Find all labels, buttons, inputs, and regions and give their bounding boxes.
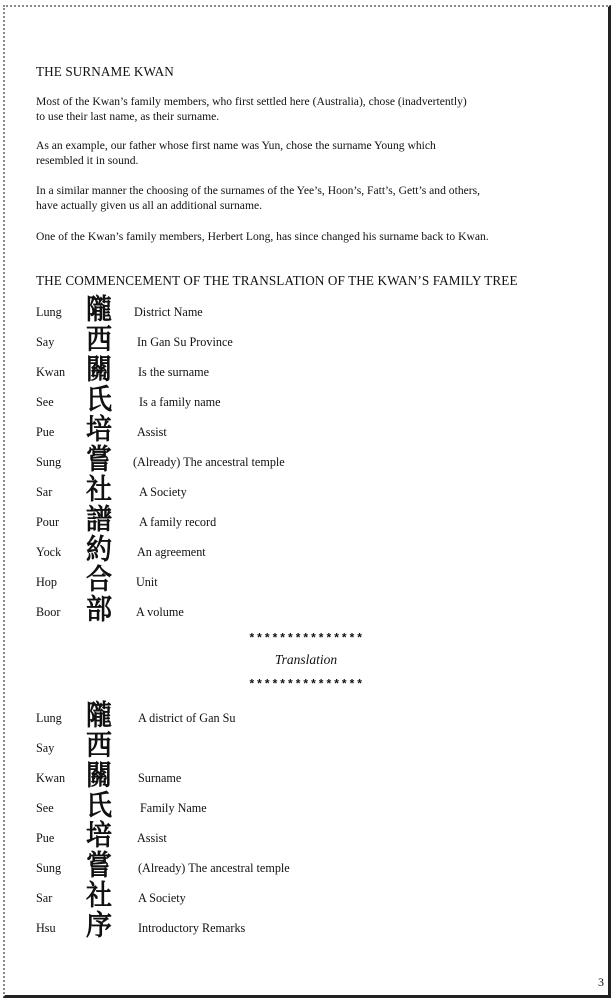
glossary-row <box>36 563 576 604</box>
romanization: Hsu <box>36 921 56 935</box>
chinese-character: 隴 <box>86 699 113 733</box>
meaning: In Gan Su Province <box>137 335 233 349</box>
chinese-character: 社 <box>86 879 113 913</box>
glossary-row <box>36 879 576 920</box>
romanization: Say <box>36 741 55 755</box>
meaning: Surname <box>138 771 182 785</box>
chinese-character: 序 <box>86 909 113 943</box>
paragraph-4-line-1: One of the Kwan’s family members, Herbert Long, has since changed his surname back to Kwan. <box>36 230 489 243</box>
meaning: Unit <box>136 575 158 589</box>
paragraph-4 <box>36 229 596 244</box>
paragraph-1 <box>36 94 596 124</box>
chinese-character: 培 <box>86 819 113 853</box>
glossary-row <box>36 353 576 394</box>
meaning: Introductory Remarks <box>138 921 246 935</box>
glossary-row <box>36 849 576 890</box>
romanization: Sar <box>36 891 53 905</box>
paragraph-3-line-2: have actually given us all an additional surname. <box>36 199 263 212</box>
glossary-row <box>36 383 576 424</box>
chinese-character: 西 <box>86 323 113 357</box>
romanization: Hop <box>36 575 57 589</box>
glossary-row <box>36 503 576 544</box>
meaning: A family record <box>139 515 217 529</box>
meaning: A Society <box>139 485 187 499</box>
meaning: (Already) The ancestral temple <box>133 455 285 469</box>
paragraph-2 <box>36 138 596 168</box>
chinese-character: 培 <box>86 413 113 447</box>
chinese-character: 西 <box>86 729 113 763</box>
chinese-character: 氏 <box>86 383 113 417</box>
glossary-row <box>36 593 576 634</box>
paragraph-2-line-2: resembled it in sound. <box>36 154 139 167</box>
asterisk-divider-top: *************** <box>248 632 364 646</box>
meaning: An agreement <box>137 545 206 559</box>
glossary-row <box>36 413 576 454</box>
chinese-character: 譜 <box>86 503 113 537</box>
glossary-row <box>36 759 576 800</box>
romanization: See <box>36 395 54 409</box>
glossary-row <box>36 699 576 740</box>
chinese-character: 關 <box>86 353 113 387</box>
romanization: Lung <box>36 711 62 725</box>
romanization: Kwan <box>36 771 66 785</box>
meaning: Is a family name <box>139 395 221 409</box>
glossary-row <box>36 789 576 830</box>
glossary-row <box>36 819 576 860</box>
paragraph-2-line-1: As an example, our father whose first name was Yun, chose the surname Young which <box>36 139 436 152</box>
section-title-commencement: THE COMMENCEMENT OF THE TRANSLATION OF THE KWAN’S FAMILY TREE <box>36 273 518 288</box>
chinese-character: 部 <box>86 593 113 627</box>
page-number: 3 <box>598 975 604 989</box>
glossary-row <box>36 909 576 950</box>
meaning: Assist <box>137 831 167 845</box>
meaning: District Name <box>134 305 203 319</box>
meaning: Is the surname <box>138 365 210 379</box>
meaning: A volume <box>136 605 184 619</box>
romanization: Sung <box>36 861 62 875</box>
romanization: Yock <box>36 545 62 559</box>
meaning: Family Name <box>140 801 207 815</box>
chinese-character: 關 <box>86 759 113 793</box>
romanization: Pour <box>36 515 60 529</box>
glossary-row <box>36 293 576 334</box>
paragraph-1-line-2: to use their last name, as their surname. <box>36 110 220 123</box>
chinese-character: 約 <box>86 533 113 567</box>
meaning: A district of Gan Su <box>138 711 236 725</box>
glossary-row <box>36 729 576 770</box>
chinese-character: 嘗 <box>86 443 113 477</box>
chinese-character: 合 <box>86 563 113 597</box>
paragraph-3 <box>36 183 596 213</box>
romanization: Pue <box>36 831 55 845</box>
meaning: A Society <box>138 891 186 905</box>
romanization: Sung <box>36 455 62 469</box>
chinese-character: 嘗 <box>86 849 113 883</box>
chinese-character: 社 <box>86 473 113 507</box>
paragraph-3-line-1: In a similar manner the choosing of the surnames of the Yee’s, Hoon’s, Fatt’s, Gett’s and others, <box>36 184 481 197</box>
asterisk-divider-bottom: *************** <box>248 678 364 692</box>
paragraph-1-line-1: Most of the Kwan’s family members, who first settled here (Australia), chose (inadvertently) <box>36 95 467 108</box>
chinese-character: 隴 <box>86 293 113 327</box>
romanization: See <box>36 801 54 815</box>
translation-heading: Translation <box>274 652 338 667</box>
meaning: Assist <box>137 425 167 439</box>
romanization: Kwan <box>36 365 66 379</box>
romanization: Pue <box>36 425 55 439</box>
romanization: Lung <box>36 305 62 319</box>
chinese-character: 氏 <box>86 789 113 823</box>
romanization: Boor <box>36 605 61 619</box>
romanization: Sar <box>36 485 53 499</box>
meaning: (Already) The ancestral temple <box>138 861 290 875</box>
glossary-row <box>36 443 576 484</box>
glossary-row <box>36 473 576 514</box>
glossary-row <box>36 533 576 574</box>
section-title-surname: THE SURNAME KWAN <box>36 64 174 79</box>
glossary-row <box>36 323 576 364</box>
romanization: Say <box>36 335 55 349</box>
